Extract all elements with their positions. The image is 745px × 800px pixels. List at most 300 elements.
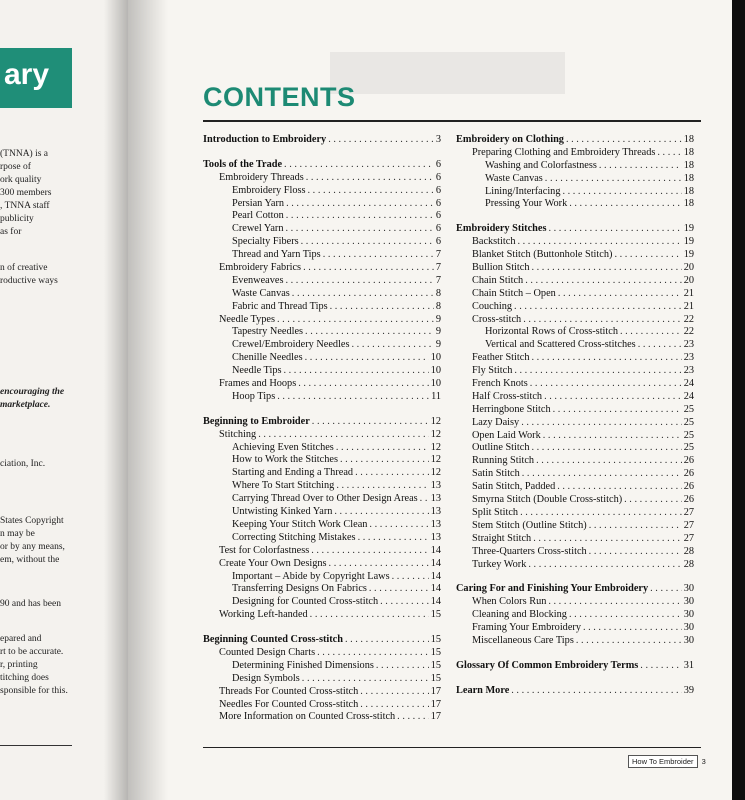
toc-entry-title: Specialty Fibers (232, 236, 299, 248)
toc-entry-title: Frames and Hoops (219, 378, 297, 390)
toc-dot-leader (308, 185, 434, 198)
toc-entry-title: Feather Stitch (472, 352, 530, 364)
toc-dot-leader (523, 314, 682, 327)
toc-entry (456, 301, 694, 314)
left-page-line: roductive ways (0, 276, 58, 286)
toc-dot-leader (360, 686, 428, 699)
toc-entry-page: 21 (683, 287, 694, 299)
toc-dot-leader (277, 391, 429, 404)
toc-entry (203, 365, 441, 378)
toc-entry-page: 25 (683, 416, 694, 428)
toc-entry-page: 7 (435, 249, 441, 261)
toc-dot-leader (566, 134, 682, 147)
toc-entry (203, 134, 441, 147)
toc-entry (203, 442, 441, 455)
toc-entry-title: Beginning to Embroider (203, 415, 310, 427)
toc-dot-leader (284, 159, 434, 172)
toc-entry (203, 314, 441, 327)
toc-entry (456, 622, 694, 635)
toc-entry-title: Tools of the Trade (203, 158, 283, 170)
toc-entry-page: 13 (430, 480, 441, 492)
title-rule (203, 120, 701, 122)
toc-entry (456, 262, 694, 275)
toc-entry-page: 30 (683, 634, 694, 646)
toc-dot-leader (360, 699, 428, 712)
toc-entry (203, 275, 441, 288)
toc-dot-leader (531, 352, 681, 365)
toc-entry-page: 15 (430, 609, 441, 621)
toc-entry-title: Outline Stitch (472, 442, 530, 454)
toc-entry-page: 22 (683, 313, 694, 325)
toc-entry-page: 13 (430, 518, 441, 530)
left-page-banner-text: ary (4, 58, 50, 91)
toc-entry-title: Thread and Yarn Tips (232, 249, 321, 261)
toc-entry-title: Determining Finished Dimensions (232, 659, 374, 671)
toc-entry-title: Chenille Needles (232, 352, 303, 364)
toc-entry (456, 609, 694, 622)
toc-dot-leader (358, 532, 429, 545)
toc-entry-page: 30 (683, 609, 694, 621)
toc-entry-page: 28 (683, 545, 694, 557)
toc-dot-leader (589, 520, 682, 533)
toc-entry (456, 404, 694, 417)
toc-entry-title: Starting and Ending a Thread (232, 467, 354, 479)
show-through-banner (330, 52, 565, 94)
left-page-line: titching does (0, 673, 49, 683)
toc-dot-leader (284, 365, 429, 378)
toc-dot-leader (517, 236, 681, 249)
toc-entry-title: Washing and Colorfastness (485, 159, 597, 171)
toc-entry-title: Vertical and Scattered Cross-stitches (485, 339, 636, 351)
toc-entry-page: 31 (683, 659, 694, 671)
toc-entry (203, 378, 441, 391)
toc-dot-leader (329, 558, 429, 571)
left-page-line: rt to be accurate. (0, 647, 64, 657)
toc-entry-title: Crewel/Embroidery Needles (232, 339, 350, 351)
toc-entry-title: Crewel Yarn (232, 223, 284, 235)
toc-dot-leader (336, 442, 429, 455)
toc-entry (203, 493, 441, 506)
toc-entry-page: 13 (430, 531, 441, 543)
toc-entry (456, 134, 694, 147)
toc-entry (203, 454, 441, 467)
toc-entry (456, 559, 694, 572)
toc-entry-page: 8 (435, 300, 441, 312)
left-page-line: ciation, Inc. (0, 459, 46, 469)
toc-entry-title: Preparing Clothing and Embroidery Threads (472, 146, 656, 158)
toc-entry-page: 9 (435, 339, 441, 351)
toc-entry-page: 6 (435, 236, 441, 248)
toc-dot-leader (292, 288, 434, 301)
toc-entry-title: Test for Colorfastness (219, 544, 310, 556)
toc-entry-title: Miscellaneous Care Tips (472, 634, 574, 646)
toc-dot-leader (317, 647, 429, 660)
toc-entry-page: 26 (683, 468, 694, 480)
toc-entry (203, 699, 441, 712)
toc-entry (203, 660, 441, 673)
toc-entry (203, 571, 441, 584)
toc-dot-leader (312, 416, 429, 429)
left-page-banner (0, 48, 72, 108)
toc-entry-title: Embroidery on Clothing (456, 134, 564, 145)
page-title: CONTENTS (203, 82, 356, 112)
left-page-line: 90 and has been (0, 599, 61, 609)
toc-dot-leader (530, 378, 682, 391)
toc-entry (203, 210, 441, 223)
toc-entry-page: 24 (683, 378, 694, 390)
toc-entry (203, 236, 441, 249)
toc-column-left (203, 134, 441, 724)
toc-entry-title: Persian Yarn (232, 197, 285, 209)
toc-entry-page: 8 (435, 287, 441, 299)
toc-entry-page: 12 (430, 454, 441, 466)
toc-entry-page: 18 (683, 159, 694, 171)
toc-entry-title: Embroidery Threads (219, 171, 304, 183)
toc-entry-title: Horizontal Rows of Cross-stitch (485, 326, 618, 338)
toc-entry-title: Untwisting Kinked Yarn (232, 506, 333, 518)
toc-entry-title: Three-Quarters Cross-stitch (472, 545, 587, 557)
toc-entry (203, 609, 441, 622)
toc-entry-page: 22 (683, 326, 694, 338)
toc-entry-page: 17 (430, 685, 441, 697)
toc-dot-leader (334, 506, 428, 519)
bottom-rule (203, 747, 701, 748)
toc-entry (203, 532, 441, 545)
toc-entry (203, 198, 441, 211)
toc-dot-leader (520, 507, 682, 520)
toc-entry-title: Counted Design Charts (219, 646, 316, 658)
toc-entry-title: Bullion Stitch (472, 262, 530, 274)
toc-entry-title: Transferring Designs On Fabrics (232, 583, 367, 595)
toc-dot-leader (285, 275, 433, 288)
toc-entry-page: 15 (430, 659, 441, 671)
toc-entry-page: 12 (430, 441, 441, 453)
footer-book-title: How To Embroider (628, 755, 698, 768)
toc-dot-leader (285, 223, 433, 236)
toc-entry-title: Beginning Counted Cross-stitch (203, 634, 343, 646)
left-page-line: States Copyright (0, 516, 64, 526)
toc-entry-page: 23 (683, 365, 694, 377)
toc-entry-page: 21 (683, 300, 694, 312)
toc-dot-leader (511, 685, 681, 698)
toc-entry-title: More Information on Counted Cross-stitch (219, 711, 396, 723)
toc-entry-page: 14 (430, 596, 441, 608)
left-page-rule (0, 745, 72, 746)
toc-dot-leader (599, 160, 682, 173)
toc-entry (203, 352, 441, 365)
toc-dot-leader (376, 660, 429, 673)
toc-entry-page: 19 (683, 249, 694, 261)
toc-entry-page: 9 (435, 326, 441, 338)
toc-entry (456, 236, 694, 249)
left-page-line: sponsible for this. (0, 686, 68, 696)
toc-dot-leader (624, 494, 682, 507)
toc-entry-title: Open Laid Work (472, 429, 541, 441)
toc-entry-title: Waste Canvas (485, 172, 543, 184)
toc-entry (456, 198, 694, 211)
toc-entry-page: 25 (683, 403, 694, 415)
toc-entry-title: Learn More (456, 684, 510, 696)
toc-entry-page: 6 (435, 210, 441, 222)
toc-entry-page: 26 (683, 494, 694, 506)
toc-entry (203, 301, 441, 314)
toc-entry-title: Tapestry Needles (232, 326, 304, 338)
toc-dot-leader (514, 365, 681, 378)
toc-dot-leader (569, 609, 682, 622)
toc-entry-title: Stitching (219, 428, 257, 440)
toc-entry (203, 711, 441, 724)
toc-dot-leader (310, 609, 429, 622)
toc-entry-page: 28 (683, 558, 694, 570)
toc-dot-leader (369, 583, 429, 596)
toc-entry-page: 23 (683, 352, 694, 364)
toc-dot-leader (640, 660, 681, 673)
toc-entry (456, 391, 694, 404)
toc-entry (203, 262, 441, 275)
toc-entry-page: 12 (430, 467, 441, 479)
toc-entry-page: 14 (430, 544, 441, 556)
toc-entry-title: Straight Stitch (472, 532, 532, 544)
left-page-line: marketplace. (0, 400, 51, 410)
left-page-line: ork quality (0, 175, 42, 185)
toc-dot-leader (355, 467, 429, 480)
toc-entry-page: 6 (435, 171, 441, 183)
toc-entry-page: 12 (430, 428, 441, 440)
toc-entry-title: Pressing Your Work (485, 198, 568, 210)
toc-entry (203, 249, 441, 262)
left-page-shadow (104, 0, 128, 800)
toc-entry-title: Hoop Tips (232, 390, 276, 402)
toc-entry (456, 507, 694, 520)
toc-dot-leader (620, 326, 682, 339)
toc-entry-page: 18 (683, 198, 694, 210)
toc-entry-page: 30 (683, 583, 694, 595)
toc-entry-title: Where To Start Stitching (232, 480, 335, 492)
toc-entry-page: 25 (683, 442, 694, 454)
toc-entry-title: Herringbone Stitch (472, 403, 551, 415)
left-page (0, 0, 128, 800)
toc-dot-leader (345, 634, 429, 647)
toc-entry-page: 6 (435, 223, 441, 235)
toc-dot-leader (543, 430, 682, 443)
toc-entry-page: 24 (683, 390, 694, 402)
toc-entry-title: Chain Stitch – Open (472, 287, 556, 299)
toc-dot-leader (562, 186, 681, 199)
toc-entry-title: When Colors Run (472, 596, 547, 608)
toc-entry-page: 26 (683, 455, 694, 467)
toc-entry-page: 14 (430, 583, 441, 595)
toc-entry-page: 12 (430, 415, 441, 427)
toc-entry (456, 494, 694, 507)
right-edge (732, 0, 745, 800)
toc-dot-leader (548, 223, 681, 236)
toc-dot-leader (545, 173, 682, 186)
toc-dot-leader (336, 480, 428, 493)
toc-entry (203, 506, 441, 519)
toc-entry (456, 583, 694, 596)
toc-dot-leader (420, 493, 429, 506)
toc-dot-leader (553, 404, 682, 417)
footer-page-number: 3 (701, 757, 706, 766)
toc-dot-leader (589, 546, 682, 559)
toc-dot-leader (657, 147, 681, 160)
toc-entry (203, 545, 441, 558)
toc-entry (203, 647, 441, 660)
left-page-line: rpose of (0, 162, 31, 172)
toc-entry-page: 20 (683, 274, 694, 286)
toc-dot-leader (306, 172, 434, 185)
toc-entry-title: Achieving Even Stitches (232, 441, 334, 453)
toc-column-right (456, 134, 694, 698)
toc-entry (203, 326, 441, 339)
toc-entry-page: 7 (435, 262, 441, 274)
toc-entry-page: 13 (430, 493, 441, 505)
toc-entry-title: Fabric and Thread Tips (232, 300, 328, 312)
toc-dot-leader (650, 583, 682, 596)
toc-dot-leader (544, 391, 682, 404)
toc-entry-title: Embroidery Fabrics (219, 262, 302, 274)
toc-dot-leader (369, 519, 428, 532)
toc-entry-title: Threads For Counted Cross-stitch (219, 685, 359, 697)
left-page-line: as for (0, 227, 22, 237)
toc-entry (203, 416, 441, 429)
toc-dot-leader (528, 559, 681, 572)
toc-entry-title: Cleaning and Blocking (472, 609, 567, 621)
toc-entry (456, 520, 694, 533)
toc-dot-leader (525, 275, 682, 288)
left-page-line: encouraging the (0, 387, 65, 397)
left-page-line: publicity (0, 214, 34, 224)
toc-entry-title: Cross-stitch (472, 313, 522, 325)
toc-dot-leader (548, 596, 681, 609)
toc-entry (203, 519, 441, 532)
toc-entry (456, 635, 694, 648)
toc-entry (456, 223, 694, 236)
toc-entry (456, 314, 694, 327)
toc-entry-page: 20 (683, 262, 694, 274)
toc-entry-page: 18 (683, 185, 694, 197)
toc-entry (203, 429, 441, 442)
toc-entry-title: Backstitch (472, 236, 516, 248)
toc-entry-title: Caring For and Finishing Your Embroidery (456, 583, 649, 595)
toc-dot-leader (301, 236, 434, 249)
toc-entry-page: 18 (683, 146, 694, 158)
toc-entry-title: Turkey Work (472, 558, 527, 570)
toc-entry (203, 480, 441, 493)
toc-entry-page: 6 (435, 197, 441, 209)
toc-dot-leader (558, 288, 682, 301)
toc-entry-page: 15 (430, 634, 441, 646)
toc-entry (456, 186, 694, 199)
toc-entry-page: 23 (683, 339, 694, 351)
toc-dot-leader (258, 429, 429, 442)
toc-entry (456, 442, 694, 455)
toc-entry-title: Smyrna Stitch (Double Cross-stitch) (472, 494, 623, 506)
toc-entry-title: Correcting Stitching Mistakes (232, 531, 356, 543)
toc-entry-title: Needle Tips (232, 365, 282, 377)
toc-entry-page: 9 (435, 313, 441, 325)
toc-entry-page: 27 (683, 519, 694, 531)
toc-entry (203, 172, 441, 185)
toc-dot-leader (305, 326, 434, 339)
toc-entry-title: Carrying Thread Over to Other Design Areas (232, 493, 418, 505)
toc-entry-title: Blanket Stitch (Buttonhole Stitch) (472, 249, 613, 261)
toc-dot-leader (536, 455, 682, 468)
toc-entry (203, 223, 441, 236)
toc-entry-title: Embroidery Stitches (456, 223, 547, 235)
toc-entry (203, 288, 441, 301)
toc-entry (456, 352, 694, 365)
toc-entry (203, 634, 441, 647)
toc-entry-page: 18 (683, 134, 694, 145)
toc-dot-leader (392, 571, 429, 584)
toc-entry-title: How to Work the Stitches (232, 454, 338, 466)
toc-dot-leader (397, 711, 429, 724)
toc-entry-title: Glossary Of Common Embroidery Terms (456, 659, 639, 671)
toc-entry-title: Working Left-handed (219, 609, 308, 621)
toc-entry (456, 455, 694, 468)
toc-entry (203, 686, 441, 699)
toc-entry-title: Couching (472, 300, 513, 312)
toc-entry (456, 160, 694, 173)
toc-entry-title: Framing Your Embroidery (472, 622, 581, 634)
left-page-line: (TNNA) is a (0, 149, 49, 159)
toc-entry (456, 249, 694, 262)
toc-dot-leader (303, 262, 434, 275)
toc-dot-leader (583, 622, 682, 635)
toc-entry-title: Satin Stitch (472, 468, 520, 480)
toc-dot-leader (298, 378, 428, 391)
toc-dot-leader (311, 545, 428, 558)
toc-entry (203, 185, 441, 198)
toc-entry (456, 685, 694, 698)
toc-dot-leader (302, 673, 429, 686)
toc-dot-leader (352, 339, 434, 352)
toc-entry-title: Chain Stitch (472, 274, 524, 286)
toc-entry-page: 14 (430, 570, 441, 582)
toc-entry (456, 430, 694, 443)
gutter-shadow (128, 0, 168, 800)
toc-entry-page: 27 (683, 506, 694, 518)
toc-entry-title: Embroidery Floss (232, 184, 306, 196)
toc-entry (456, 533, 694, 546)
toc-entry (456, 378, 694, 391)
toc-entry-page: 11 (431, 390, 441, 402)
toc-entry-title: Pearl Cotton (232, 210, 284, 222)
toc-entry-page: 7 (435, 274, 441, 286)
toc-dot-leader (533, 533, 681, 546)
toc-dot-leader (328, 134, 434, 147)
toc-entry-title: Running Stitch (472, 455, 535, 467)
toc-entry-title: Split Stitch (472, 506, 519, 518)
left-page-line: n may be (0, 529, 35, 539)
toc-entry-page: 15 (430, 646, 441, 658)
toc-entry-page: 6 (435, 158, 441, 170)
toc-entry-page: 13 (430, 506, 441, 518)
toc-entry-title: Lining/Interfacing (485, 185, 561, 197)
toc-entry-title: Designing for Counted Cross-stitch (232, 596, 379, 608)
toc-entry (456, 468, 694, 481)
toc-dot-leader (277, 314, 434, 327)
left-page-line: n of creative (0, 263, 48, 273)
toc-dot-leader (380, 596, 429, 609)
toc-entry (203, 467, 441, 480)
toc-entry (203, 391, 441, 404)
toc-dot-leader (532, 442, 682, 455)
toc-entry-page: 10 (430, 378, 441, 390)
toc-dot-leader (521, 417, 682, 430)
left-page-line: , TNNA staff (0, 201, 50, 211)
